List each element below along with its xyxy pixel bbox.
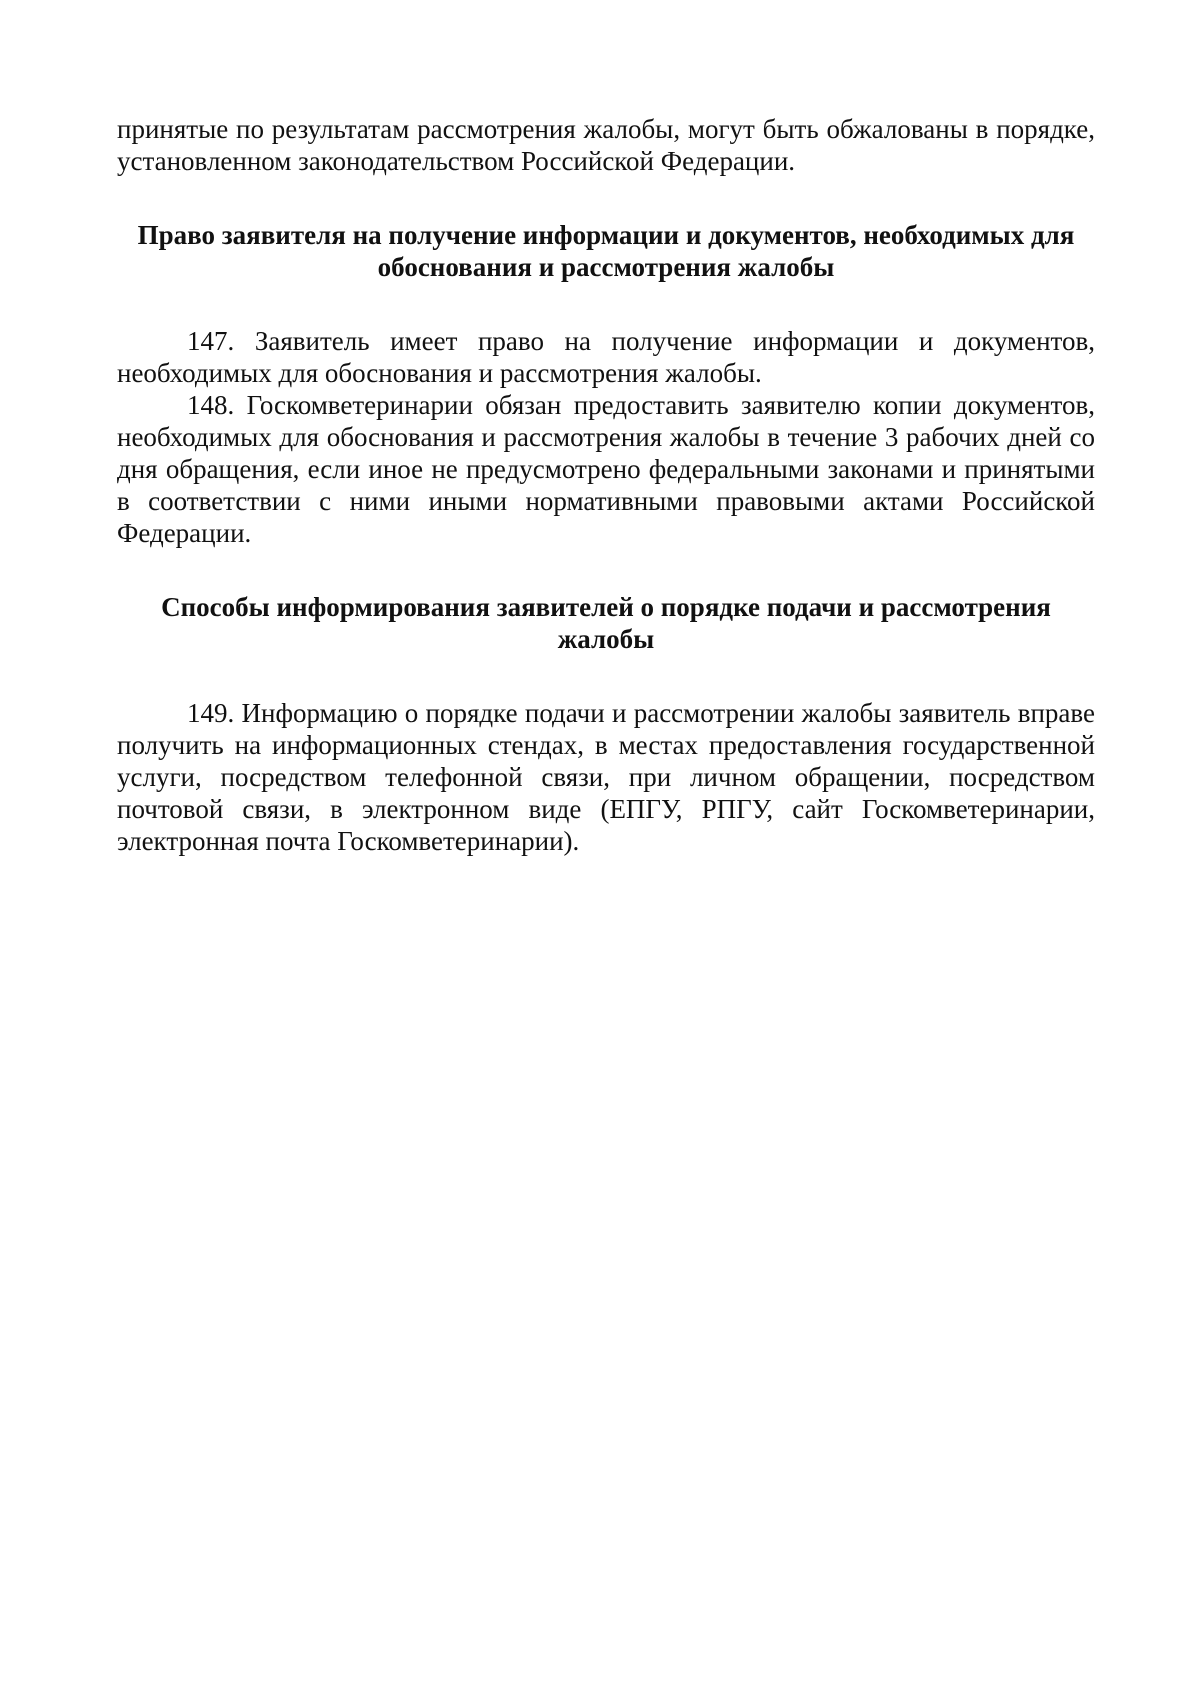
section-heading-informing-methods: Способы информирования заявителей о порядке подачи и рассмотрения жалобы [161,592,1051,654]
document-content [117,113,1095,857]
paragraph-148: 148. Госкомветеринарии обязан предоставить заявителю копии документов, необходимых для обоснования и рассмотрения жалобы в течение 3 рабочих дней со дня обращения, если иное не предусмотрено федеральными законами и принятыми в соответствии с ними иными нормативными правовыми актами Российской Федерации. [117,390,1095,548]
intro-paragraph: принятые по результатам рассмотрения жалобы, могут быть обжалованы в порядке, установленном законодательством Российской Федерации. [117,114,1095,176]
paragraph-147: 147. Заявитель имеет право на получение информации и документов, необходимых для обоснования и рассмотрения жалобы. [117,326,1095,388]
paragraph-149: 149. Информацию о порядке подачи и рассмотрении жалобы заявитель вправе получить на информационных стендах, в местах предоставления государственной услуги, посредством телефонной связи, при личном обращении, посредством почтовой связи, в электронном виде (ЕПГУ, РПГУ, сайт Госкомветеринарии, электронная почта Госкомветеринарии). [117,698,1095,856]
section-heading-right-to-information: Право заявителя на получение информации и документов, необходимых для обоснования и рассмотрения жалобы [137,220,1075,282]
